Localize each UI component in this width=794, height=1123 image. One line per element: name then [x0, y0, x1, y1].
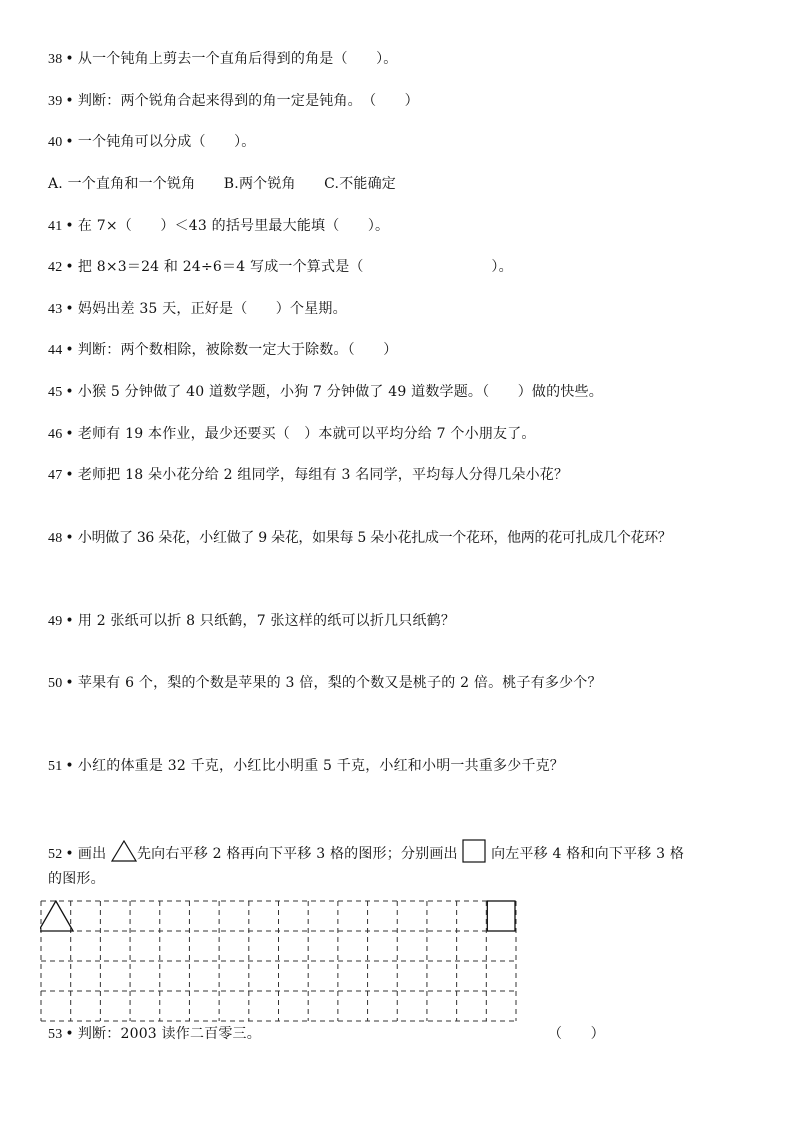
question-40-options — [48, 175, 396, 193]
question-text: 判断：两个数相除，被除数一定大于除数。（ ） — [77, 342, 398, 358]
options-text: A. 一个直角和一个锐角 B.两个锐角 C.不能确定 — [48, 176, 397, 192]
question-number: 50 — [48, 676, 63, 691]
question-text-part2: 先向右平移 2 格再向下平移 3 格的图形；分别画出 — [136, 846, 458, 862]
bullet: • — [65, 613, 74, 629]
question-45 — [48, 383, 603, 402]
question-number: 45 — [48, 385, 63, 400]
question-number: 42 — [48, 260, 63, 275]
bullet: • — [65, 1026, 74, 1042]
question-53 — [48, 1025, 261, 1044]
bullet: • — [65, 93, 74, 109]
bullet: • — [65, 426, 74, 442]
square-icon — [462, 839, 486, 869]
bullet: • — [65, 530, 74, 546]
question-number: 47 — [48, 468, 63, 483]
question-47 — [48, 466, 568, 485]
question-text: 老师有 19 本作业，最少还要买（ ）本就可以平均分给 7 个小朋友了。 — [77, 426, 536, 442]
question-text: 小猴 5 分钟做了 40 道数学题，小狗 7 分钟做了 49 道数学题。（ ）做的快些。 — [77, 384, 603, 400]
bullet: • — [65, 51, 74, 67]
question-number: 52 — [48, 847, 63, 862]
bullet: • — [65, 758, 74, 774]
question-49 — [48, 612, 455, 631]
question-51 — [48, 757, 564, 776]
triangle-icon — [111, 840, 137, 868]
question-text: 从一个钝角上剪去一个直角后得到的角是（ ）。 — [77, 51, 398, 67]
question-text: 把 8×3＝24 和 24÷6＝4 写成一个算式是（ ）。 — [77, 259, 513, 275]
question-44 — [48, 341, 397, 360]
question-text-part1: 画出 — [77, 846, 107, 862]
question-text: 判断：2003 读作二百零三。 — [77, 1026, 261, 1042]
question-number: 39 — [48, 94, 63, 109]
question-42 — [48, 258, 513, 277]
bullet: • — [65, 218, 74, 234]
bullet: • — [65, 675, 74, 691]
question-text: 小红的体重是 32 千克，小红比小明重 5 千克，小红和小明一共重多少千克？ — [77, 758, 564, 774]
bullet: • — [65, 301, 74, 317]
answer-paren: （ ） — [548, 1026, 605, 1042]
question-number: 44 — [48, 343, 63, 358]
question-41 — [48, 217, 389, 236]
question-number: 46 — [48, 427, 63, 442]
question-52 — [48, 839, 748, 889]
question-38 — [48, 50, 397, 69]
question-text: 一个钝角可以分成（ ）。 — [77, 134, 256, 150]
question-number: 41 — [48, 219, 63, 234]
question-50 — [48, 674, 602, 693]
question-text: 小明做了 36 朵花，小红做了 9 朵花，如果每 5 朵小花扎成一个花环，他两的花可扎成几个花环？ — [77, 530, 672, 546]
bullet: • — [65, 259, 74, 275]
question-39 — [48, 92, 419, 111]
question-53-answer-paren — [548, 1025, 605, 1043]
question-text-part3: 向左平移 4 格和向下平移 3 格 — [491, 846, 685, 862]
question-text-part4: 的图形。 — [48, 871, 105, 887]
question-number: 43 — [48, 302, 63, 317]
question-text: 在 7×（ ）＜43 的括号里最大能填（ ）。 — [77, 218, 390, 234]
question-number: 49 — [48, 614, 63, 629]
question-text: 用 2 张纸可以折 8 只纸鹤，7 张这样的纸可以折几只纸鹤？ — [77, 613, 456, 629]
bullet: • — [65, 384, 74, 400]
question-number: 51 — [48, 759, 63, 774]
question-40 — [48, 133, 255, 152]
question-46 — [48, 425, 536, 444]
dashed-grid — [40, 900, 517, 1022]
question-number: 53 — [48, 1027, 63, 1042]
question-number: 48 — [48, 531, 63, 546]
question-43 — [48, 300, 347, 319]
question-48 — [48, 529, 672, 548]
bullet: • — [65, 134, 74, 150]
question-text: 妈妈出差 35 天，正好是（ ）个星期。 — [77, 301, 347, 317]
bullet: • — [65, 846, 74, 862]
question-text: 苹果有 6 个，梨的个数是苹果的 3 倍，梨的个数又是桃子的 2 倍。桃子有多少个？ — [77, 675, 602, 691]
question-number: 40 — [48, 135, 63, 150]
bullet: • — [65, 342, 74, 358]
grid-triangle-shape — [40, 901, 73, 931]
question-number: 38 — [48, 52, 63, 67]
question-text: 判断：两个锐角合起来得到的角一定是钝角。 （ ） — [77, 93, 419, 109]
grid-square-shape — [487, 901, 515, 931]
bullet: • — [65, 467, 74, 483]
grid-canvas — [40, 900, 517, 1022]
question-text: 老师把 18 朵小花分给 2 组同学，每组有 3 名同学，平均每人分得几朵小花？ — [77, 467, 569, 483]
